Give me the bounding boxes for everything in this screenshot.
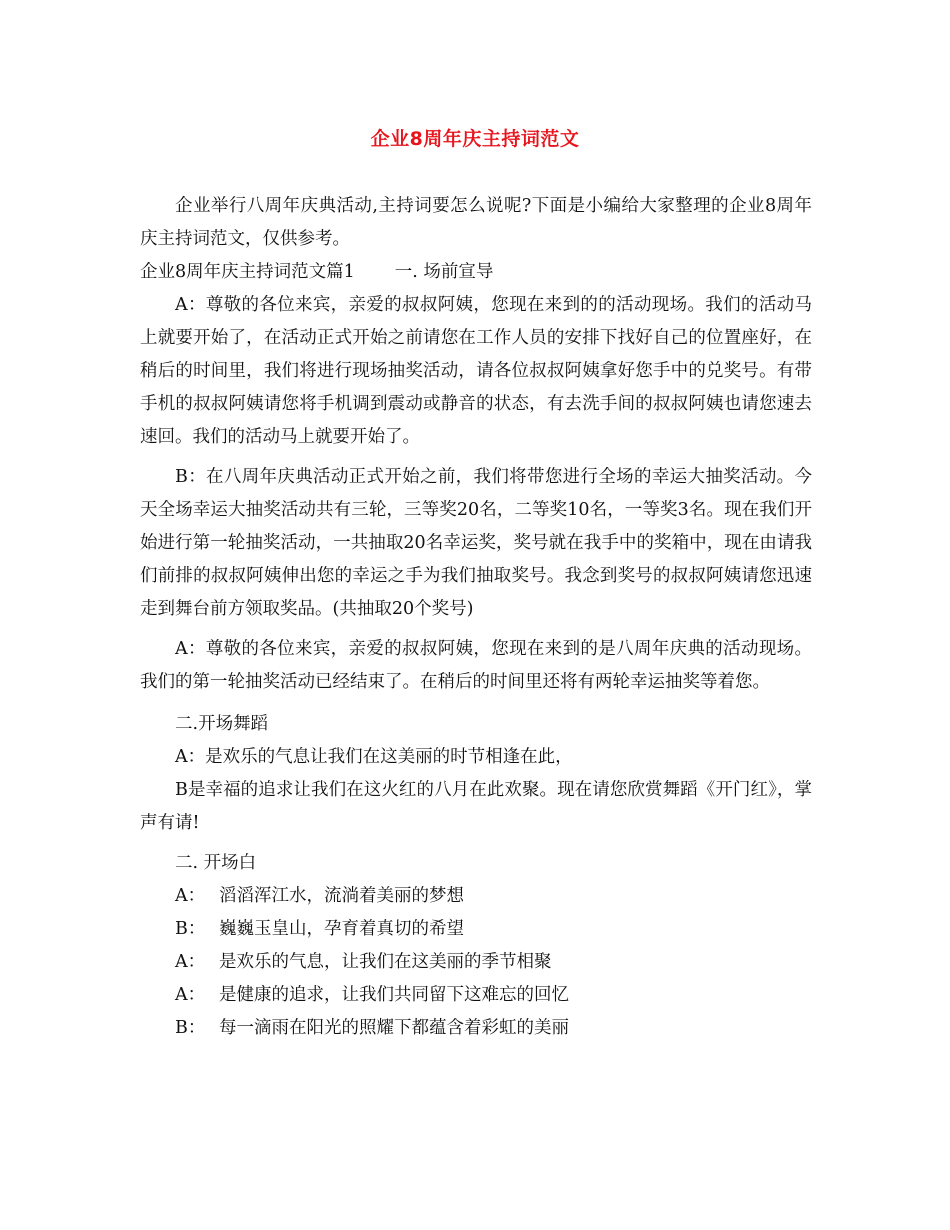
document-title: 企业8周年庆主持词范文: [370, 128, 580, 150]
document-body: [140, 190, 812, 1045]
dialogue-text: 巍巍玉皇山，孕育着真切的希望: [219, 919, 464, 939]
dialogue-text: 是欢乐的气息，让我们在这美丽的季节相聚: [219, 952, 552, 972]
dialogue-line: [140, 1012, 812, 1045]
intro-paragraph: 企业举行八周年庆典活动,主持词要怎么说呢?下面是小编给大家整理的企业8周年庆主持词范文，仅供参考。: [140, 196, 812, 249]
section1-heading: [140, 256, 812, 289]
dialogue-speaker: B：: [175, 919, 206, 939]
dialogue-speaker: A：: [175, 985, 206, 1005]
dialogue-speaker: A：: [175, 952, 206, 972]
dialogue-speaker: A：: [175, 886, 206, 906]
paragraph-a3: A：是欢乐的气息让我们在这美丽的时节相逢在此，: [175, 747, 573, 767]
paragraph-a1: A：尊敬的各位来宾，亲爱的叔叔阿姨，您现在来到的的活动现场。我们的活动马上就要开始了，在活动正式开始之前请您在工作人员的安排下找好自己的位置座好，在稍后的时间里，我们将进行现场抽奖活动，请各位叔叔阿姨拿好您手中的兑奖号。有带手机的叔叔阿姨请您将手机调到震动或静音的状态，有去洗手间的叔叔阿姨也请您速去速回。我们的活动马上就要开始了。: [140, 295, 812, 447]
paragraph-a2: A：尊敬的各位来宾，亲爱的叔叔阿姨，您现在来到的是八周年庆典的活动现场。我们的第一轮抽奖活动已经结束了。在稍后的时间里还将有两轮幸运抽奖等着您。: [140, 639, 812, 692]
dialogue-line: [140, 913, 812, 946]
dialogue-text: 每一滴雨在阳光的照耀下都蕴含着彩虹的美丽: [219, 1018, 569, 1038]
dialogue-speaker: B：: [175, 1018, 206, 1038]
paragraph-b1: B：在八周年庆典活动正式开始之前，我们将带您进行全场的幸运大抽奖活动。今天全场幸运大抽奖活动共有三轮，三等奖20名，二等奖10名，一等奖3名。现在我们开始进行第一轮抽奖活动，一共抽取20名幸运奖，奖号就在我手中的奖箱中，现在由请我们前排的叔叔阿姨伸出您的幸运之手为我们抽取奖号。我念到奖号的叔叔阿姨请您迅速走到舞台前方领取奖品。(共抽取20个奖号): [140, 467, 812, 619]
dialogue-line: [140, 880, 812, 913]
dialogue-text: 滔滔浑江水，流淌着美丽的梦想: [219, 886, 464, 906]
section1-heading-left: 企业8周年庆主持词范文篇1: [140, 262, 355, 282]
section1-heading-right: 一. 场前宣导: [394, 262, 494, 282]
section2-heading: 二.开场舞蹈: [175, 714, 269, 734]
dialogue-line: [140, 946, 812, 979]
paragraph-b2: B是幸福的追求让我们在这火红的八月在此欢聚。现在请您欣赏舞蹈《开门红》，掌声有请!: [140, 780, 812, 833]
section3-heading: 二. 开场白: [175, 853, 257, 873]
dialogue-line: [140, 979, 812, 1012]
dialogue-text: 是健康的追求，让我们共同留下这难忘的回忆: [219, 985, 569, 1005]
